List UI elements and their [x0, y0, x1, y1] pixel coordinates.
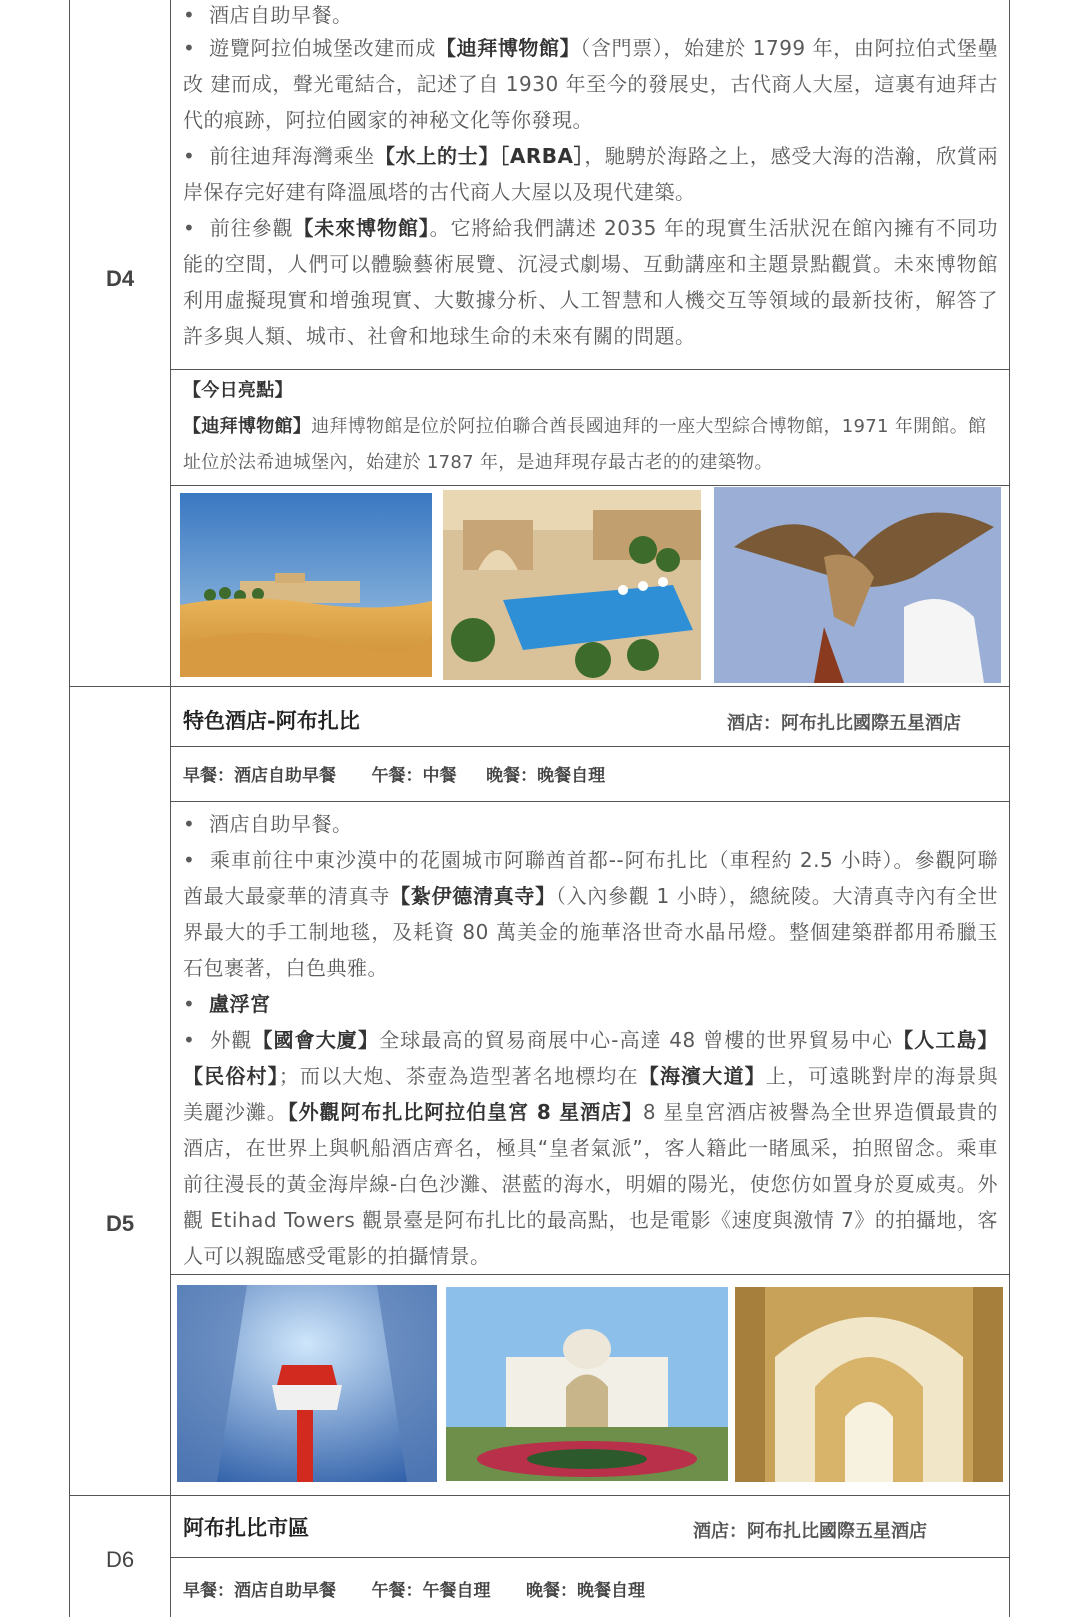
table-left-border [69, 0, 70, 1617]
d4-itinerary [183, 0, 998, 354]
d5-item-breakfast: • 酒店自助早餐。 [183, 812, 353, 836]
day-column-divider [170, 0, 171, 1617]
presidential-palace-photo [446, 1287, 728, 1481]
d6-title: 阿布扎比市區 [183, 1515, 309, 1540]
d4-highlight [183, 373, 998, 481]
day-label-d6: D6 [105, 1547, 135, 1572]
d4-item-water-taxi: • 前往迪拜海灣乘坐【水上的士】［ARBA］，馳騁於海路之上，感受大海的浩瀚，欣賞兩岸保存完好建有降溫風塔的古代商人大屋以及現代建築。 [183, 144, 999, 204]
d6-meals: 早餐：酒店自助早餐 午餐：午餐自理 晚餐：晚餐自理 [183, 1581, 646, 1601]
d5-title: 特色酒店-阿布扎比 [183, 708, 360, 733]
d5-itinerary [183, 806, 998, 1274]
d5-hotel: 酒店：阿布扎比國際五星酒店 [727, 713, 961, 734]
d4-item-dubai-museum: • 遊覽阿拉伯城堡改建而成【迪拜博物館】（含門票），始建於 1799 年，由阿拉伯式堡壘改 建而成，聲光電結合，記述了自 1930 年至今的發展史，古代商人大屋，這裏有迪拜古代的痕跡，阿拉伯國家的神秘文化等你發現。 [183, 36, 999, 132]
table-right-border [1009, 0, 1010, 1617]
hotel-pool-photo [443, 490, 701, 680]
day-label-d5: D5 [105, 1211, 135, 1236]
row-divider-d5-end [69, 1495, 1010, 1496]
row-divider-d6-header [170, 1557, 1010, 1558]
d4-item-future-museum: • 前往參觀【未來博物館】。它將給我們講述 2035 年的現實生活狀況在館內擁有不同功能的空間，人們可以體驗藝術展覽、沉浸式劇場、互動講座和主題景點觀賞。未來博物館利用虛擬現實和增強現實、大數據分析、人工智慧和人機交互等領域的最新技術，解答了許多與人類、城市、社會和地球生命的未來有關的問題。 [183, 216, 999, 348]
row-divider-d5-meals [170, 801, 1010, 802]
row-divider-d4-highlight [170, 369, 1010, 370]
day-label-d4: D4 [105, 266, 135, 291]
d5-item-sightseeing: • 外觀【國會大廈】全球最高的貿易商展中心-高達 48 曾樓的世界貿易中心【人工島】【民俗村】；而以大炮、茶壺為造型著名地標均在【海濱大道】上，可遠眺對岸的海景與 美麗沙灘。【外觀阿布扎比阿拉伯皇宮 8 星酒店】8 星皇宮酒店被譽為全世界造價最貴的酒店，在世界上與帆船酒店齊名，極具“皇者氣派”，客人籍此一睹風采，拍照留念。乘車前往漫長的黃金海岸線-白色沙灘、湛藍的海水，明媚的陽光，使您仿如置身於夏威夷。外觀 Etihad Towers 觀景臺是阿布扎比的最高點，也是電影《速度與激情 7》的拍攝地，客人可以親臨感受電影的拍攝情景。 [183, 1028, 999, 1268]
ferrari-world-ride-photo [177, 1285, 437, 1482]
palace-interior-photo [735, 1287, 1003, 1482]
d5-item-mosque: • 乘車前往中東沙漠中的花園城市阿聯酋首都--阿布扎比（車程約 2.5 小時）。參觀阿聯酋最大最豪華的清真寺【紮伊德清真寺】（入內參觀 1 小時），總統陵。大清真寺內有全世界最大的手工制地毯，及耗資 80 萬美金的施華洛世奇水晶吊燈。整個建築群都用希臘玉石包裹著，白色典雅。 [183, 848, 998, 980]
desert-fort-photo [180, 493, 432, 677]
d5-item-louvre: • 盧浮宮 [183, 992, 271, 1016]
falcon-photo [714, 487, 1001, 683]
d6-hotel: 酒店：阿布扎比國際五星酒店 [693, 1521, 927, 1542]
row-divider-d4-images [170, 485, 1010, 486]
row-divider-d5-images [170, 1274, 1010, 1275]
row-divider-d4-end [69, 686, 1010, 687]
d4-item-breakfast: • 酒店自助早餐。 [183, 3, 353, 27]
d5-meals: 早餐：酒店自助早餐 午餐：中餐 晚餐：晚餐自理 [183, 766, 606, 786]
row-divider-d5-header [170, 746, 1010, 747]
highlight-title: 【今日亮點】 [183, 380, 293, 401]
highlight-text: 【迪拜博物館】迪拜博物館是位於阿拉伯聯合酋長國迪拜的一座大型綜合博物館，1971 年開館。館址位於法希迪城堡內，始建於 1787 年，是迪拜現存最古老的的建築物。 [183, 416, 987, 473]
